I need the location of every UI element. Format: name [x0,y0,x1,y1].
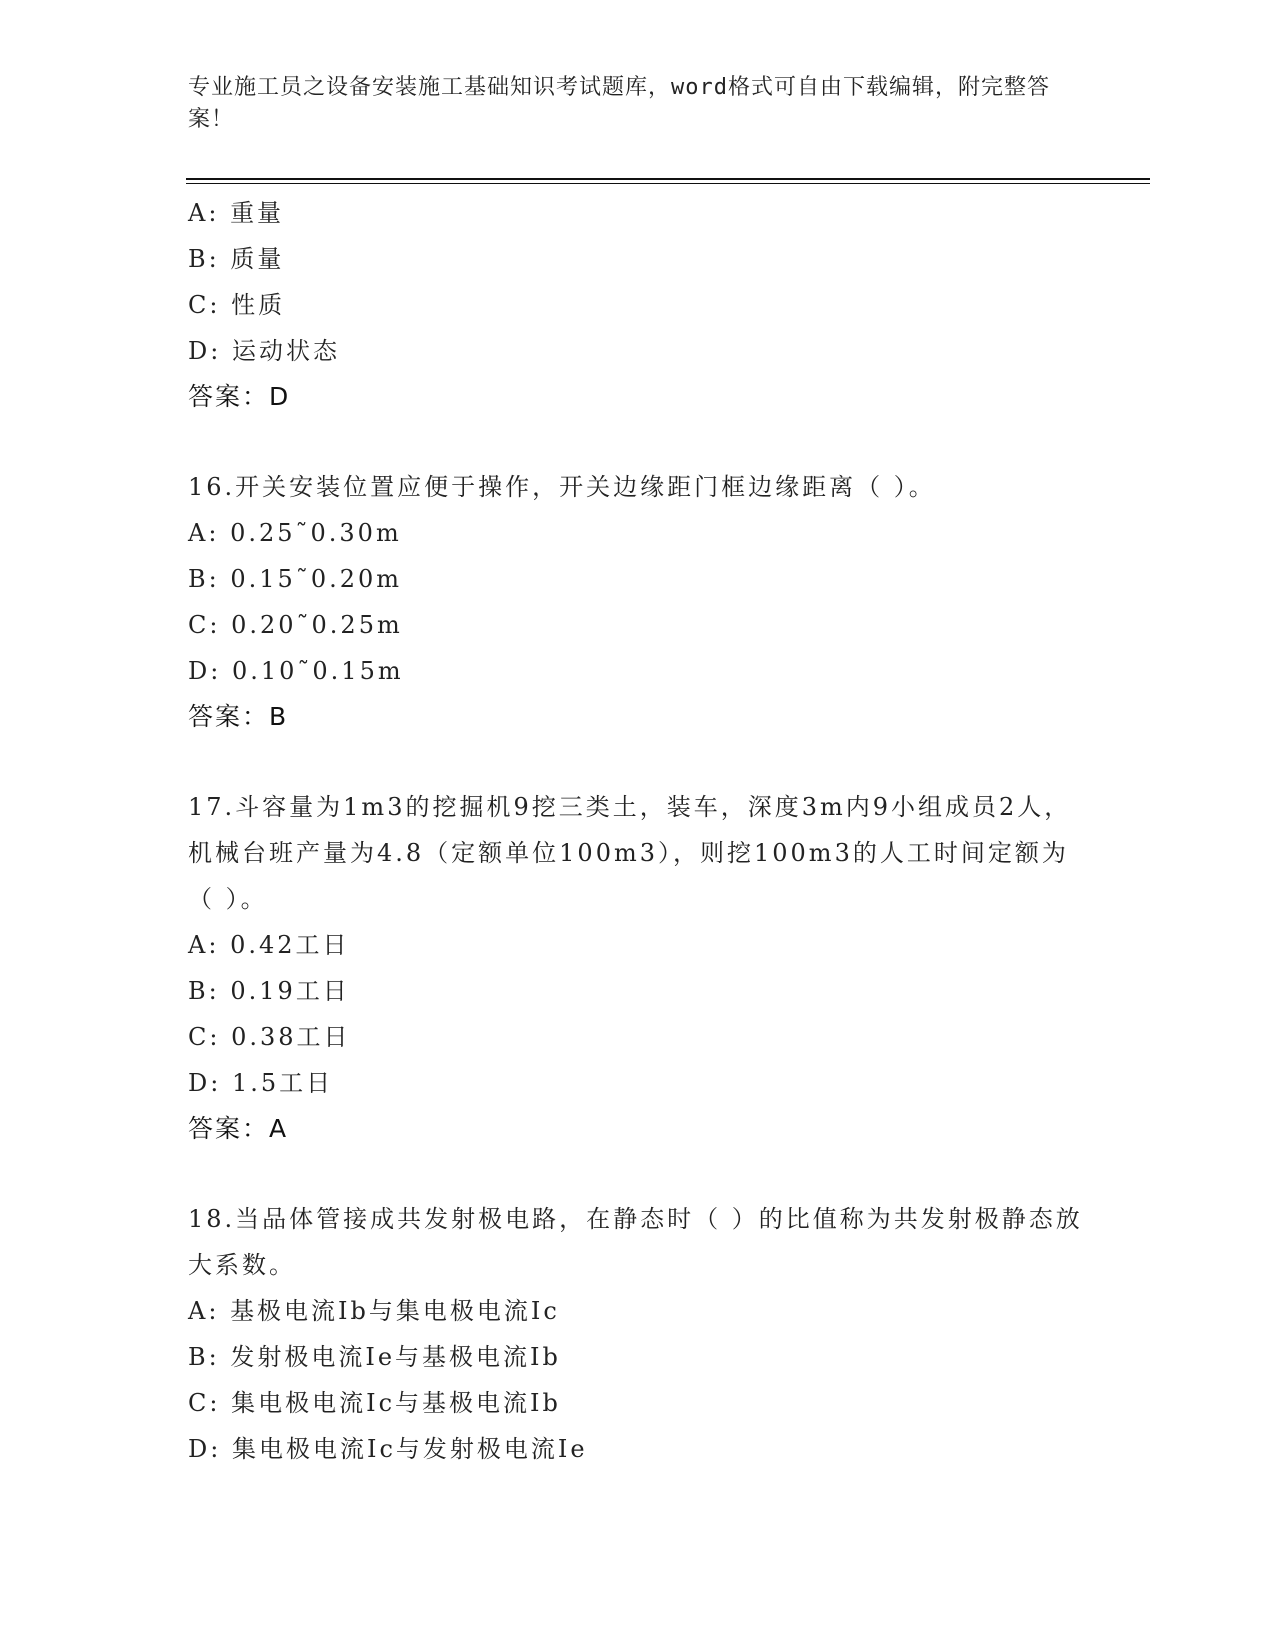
question-stem: 18.当品体管接成共发射极电路，在静态时（ ）的比值称为共发射极静态放大系数。 [188,1205,1083,1279]
option-b: B: 0.19工日 [188,977,350,1005]
page-title: 专业施工员之设备安装施工基础知识考试题库，word格式可自由下载编辑，附完整答案！ [188,75,1050,132]
option-a: A: 0.42工日 [188,931,350,959]
answer-line: 答案：D [188,382,291,411]
question-15-continuation [188,190,1088,420]
option-d: D: 1.5工日 [188,1069,334,1097]
header-divider [186,178,1150,180]
answer-line: 答案：A [188,1114,289,1143]
option-a: A: 重量 [188,199,285,227]
option-a: A: 0.25˜0.30m [188,519,402,547]
question-17 [188,784,1088,1152]
option-c: C: 0.38工日 [188,1023,351,1051]
option-d: D: 0.10˜0.15m [188,657,404,685]
option-c: C: 性质 [188,291,286,319]
question-16 [188,464,1088,740]
question-list [188,190,1088,1472]
option-c: C: 集电极电流Ic与基极电流Ib [188,1389,561,1417]
answer-line: 答案：B [188,702,289,731]
question-stem: 16.开关安装位置应便于操作，开关边缘距门框边缘距离（ ）。 [188,473,936,501]
option-b: B: 发射极电流Ie与基极电流Ib [188,1343,561,1371]
header-divider-thin [186,183,1150,184]
question-stem: 17.斗容量为1m3的挖掘机9挖三类土，装车，深度3m内9小组成员2人，机械台班产量为4.8（定额单位100m3），则挖100m3的人工时间定额为（ ）。 [188,793,1072,913]
option-d: D: 集电极电流Ic与发射极电流Ie [188,1435,588,1463]
option-b: B: 0.15˜0.20m [188,565,403,593]
option-b: B: 质量 [188,245,285,273]
option-d: D: 运动状态 [188,337,340,365]
option-c: C: 0.20˜0.25m [188,611,403,639]
question-18 [188,1196,1088,1472]
option-a: A: 基极电流Ib与集电极电流Ic [188,1297,560,1325]
